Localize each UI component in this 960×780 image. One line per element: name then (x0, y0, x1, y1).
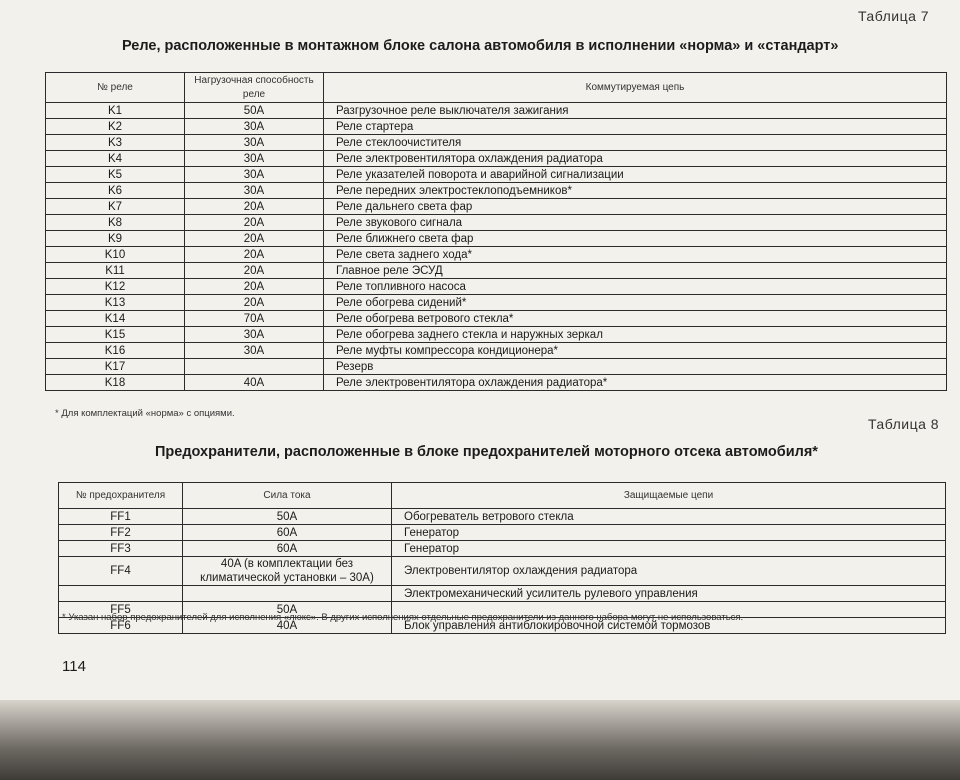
cell-circuit: Реле дальнего света фар (324, 199, 947, 215)
relay-row (46, 295, 947, 311)
cell-number: FF2 (59, 525, 183, 541)
cell-circuit: Реле ближнего света фар (324, 231, 947, 247)
cell-circuit: Реле звукового сигнала (324, 215, 947, 231)
fuse-row (59, 586, 946, 602)
cell-circuit: Реле электровентилятора охлаждения радиатора (324, 151, 947, 167)
cell-rating: 20A (185, 263, 324, 279)
cell-rating: 60A (183, 525, 392, 541)
fuse-row (59, 509, 946, 525)
header-protected-circuits: Защищаемые цепи (392, 483, 946, 509)
cell-number: K4 (46, 151, 185, 167)
relay-row (46, 167, 947, 183)
cell-circuit: Генератор (392, 541, 946, 557)
header-relay-number: № реле (46, 73, 185, 103)
page-number: 114 (62, 658, 86, 675)
cell-rating: 30A (185, 343, 324, 359)
cell-circuit: Реле обогрева заднего стекла и наружных зеркал (324, 327, 947, 343)
cell-number: K3 (46, 135, 185, 151)
table7-title: Реле, расположенные в монтажном блоке салона автомобиля в исполнении «норма» и «стандарт» (122, 38, 839, 54)
fuse-row (59, 525, 946, 541)
cell-rating: 20A (185, 247, 324, 263)
cell-number: K18 (46, 375, 185, 391)
cell-number: K16 (46, 343, 185, 359)
fuse-row (59, 541, 946, 557)
relay-row (46, 183, 947, 199)
cell-circuit: Реле стартера (324, 119, 947, 135)
fuse-row (59, 557, 946, 586)
cell-rating (185, 359, 324, 375)
cell-rating: 20A (185, 231, 324, 247)
relay-row (46, 135, 947, 151)
cell-circuit: Реле электровентилятора охлаждения радиатора* (324, 375, 947, 391)
cell-circuit: Реле передних электростеклоподъемников* (324, 183, 947, 199)
cell-number: FF5 (59, 602, 183, 618)
cell-number: K7 (46, 199, 185, 215)
cell-number: K1 (46, 103, 185, 119)
cell-circuit: Электровентилятор охлаждения радиатора (392, 557, 946, 586)
relay-row (46, 359, 947, 375)
cell-circuit: Блок управления антиблокировочной системой тормозов (392, 618, 946, 634)
cell-number: K13 (46, 295, 185, 311)
table8-footnote: * Указан набор предохранителей для исполнения «люкс». В других исполнениях отдельные предохранители из данного набора могут не использоваться. (62, 612, 744, 623)
cell-rating (183, 586, 392, 602)
header-current: Сила тока (183, 483, 392, 509)
relay-row (46, 263, 947, 279)
cell-rating: 40A (183, 618, 392, 634)
relay-row (46, 103, 947, 119)
cell-circuit: Реле топливного насоса (324, 279, 947, 295)
cell-rating: 30A (185, 135, 324, 151)
relay-row (46, 119, 947, 135)
relay-table (45, 72, 947, 391)
cell-rating: 20A (185, 295, 324, 311)
cell-rating: 50A (183, 602, 392, 618)
header-switched-circuit: Коммутируемая цепь (324, 73, 947, 103)
cell-rating: 30A (185, 119, 324, 135)
cell-circuit: Реле обогрева сидений* (324, 295, 947, 311)
cell-number: K8 (46, 215, 185, 231)
cell-circuit: Реле света заднего хода* (324, 247, 947, 263)
cell-number: K11 (46, 263, 185, 279)
cell-circuit: Резерв (324, 359, 947, 375)
cell-circuit: Обогреватель ветрового стекла (392, 509, 946, 525)
header-load-capacity: Нагрузочная способность реле (185, 73, 324, 103)
table8-title: Предохранители, расположенные в блоке предохранителей моторного отсека автомобиля* (155, 444, 818, 460)
cell-circuit: Разгрузочное реле выключателя зажигания (324, 103, 947, 119)
cell-number: K12 (46, 279, 185, 295)
cell-number: K10 (46, 247, 185, 263)
cell-rating: 30A (185, 327, 324, 343)
cell-circuit: Реле стеклоочистителя (324, 135, 947, 151)
cell-circuit: Электромеханический усилитель рулевого управления (392, 586, 946, 602)
cell-number: FF6 (59, 618, 183, 634)
cell-rating: 60A (183, 541, 392, 557)
cell-number (59, 586, 183, 602)
scan-shadow (0, 700, 960, 780)
cell-number: FF4 (59, 557, 183, 586)
relay-row (46, 247, 947, 263)
cell-rating: 40A (в комплектации без климатической установки – 30A) (183, 557, 392, 586)
relay-row (46, 215, 947, 231)
cell-rating: 70A (185, 311, 324, 327)
cell-rating: 30A (185, 151, 324, 167)
cell-number: K9 (46, 231, 185, 247)
cell-circuit: Главное реле ЭСУД (324, 263, 947, 279)
cell-number: FF3 (59, 541, 183, 557)
cell-number: FF1 (59, 509, 183, 525)
relay-row (46, 327, 947, 343)
relay-row (46, 151, 947, 167)
cell-rating: 30A (185, 167, 324, 183)
table7-footnote: * Для комплектаций «норма» с опциями. (55, 408, 235, 419)
relay-row (46, 231, 947, 247)
relay-row (46, 375, 947, 391)
cell-circuit: Реле указателей поворота и аварийной сигнализации (324, 167, 947, 183)
cell-number: K5 (46, 167, 185, 183)
cell-circuit: Реле муфты компрессора кондиционера* (324, 343, 947, 359)
cell-number: K2 (46, 119, 185, 135)
table7-label: Таблица 7 (858, 8, 930, 24)
cell-number: K17 (46, 359, 185, 375)
cell-rating: 20A (185, 199, 324, 215)
cell-circuit: Генератор (392, 525, 946, 541)
cell-rating: 40A (185, 375, 324, 391)
cell-number: K6 (46, 183, 185, 199)
cell-rating: 20A (185, 215, 324, 231)
relay-row (46, 311, 947, 327)
cell-rating: 50A (185, 103, 324, 119)
cell-circuit: Реле обогрева ветрового стекла* (324, 311, 947, 327)
table8-label: Таблица 8 (868, 416, 940, 432)
cell-number: K14 (46, 311, 185, 327)
cell-number: K15 (46, 327, 185, 343)
relay-row (46, 279, 947, 295)
cell-rating: 30A (185, 183, 324, 199)
cell-rating: 50A (183, 509, 392, 525)
cell-rating: 20A (185, 279, 324, 295)
relay-row (46, 199, 947, 215)
header-fuse-number: № предохранителя (59, 483, 183, 509)
relay-row (46, 343, 947, 359)
